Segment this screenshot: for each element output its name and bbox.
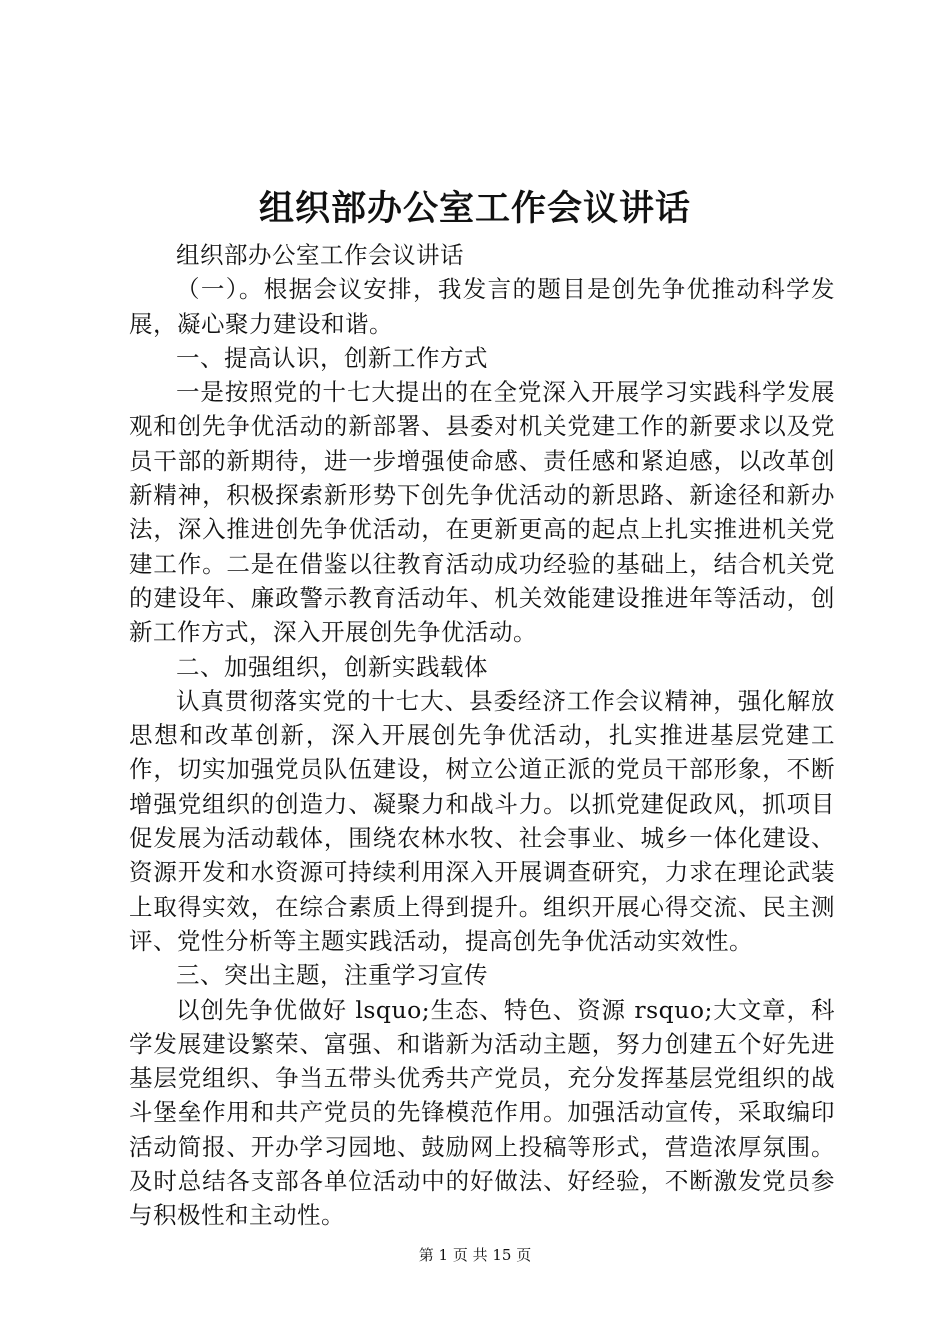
document-body bbox=[129, 238, 835, 1233]
page-footer: 第 1 页 共 15 页 bbox=[418, 1246, 532, 1264]
document-title: 组织部办公室工作会议讲话 bbox=[258, 188, 691, 229]
section-heading-1: 一、提高认识，创新工作方式 bbox=[176, 343, 488, 372]
section-1-paragraph: 一是按照党的十七大提出的在全党深入开展学习实践科学发展观和创先争优活动的新部署、县委对机关党建工作的新要求以及党员干部的新期待，进一步增强使命感、责任感和紧迫感，以改革创新精神，积极探索新形势下创先争优活动的新思路、新途径和新办法，深入推进创先争优活动，在更新更高的起点上扎实推进机关党建工作。二是在借鉴以往教育活动成功经验的基础上，结合机关党的建设年、廉政警示教育活动年、机关效能建设推进年等活动，创新工作方式，深入开展创先争优活动。 bbox=[129, 378, 835, 647]
section-3-paragraph: 以创先争优做好 lsquo;生态、特色、资源 rsquo;大文章，科学发展建设繁荣、富强、和谐新为活动主题，努力创建五个好先进基层党组织、争当五带头优秀共产党员，充分发挥基层党组织的战斗堡垒作用和共产党员的先锋模范作用。加强活动宣传，采取编印活动简报、开办学习园地、鼓励网上投稿等形式，营造浓厚氛围。及时总结各支部各单位活动中的好做法、好经验，不断激发党员参与积极性和主动性。 bbox=[129, 995, 835, 1230]
section-2-paragraph: 认真贯彻落实党的十七大、县委经济工作会议精神，强化解放思想和改革创新，深入开展创先争优活动，扎实推进基层党建工作，切实加强党员队伍建设，树立公道正派的党员干部形象，不断增强党组织的创造力、凝聚力和战斗力。以抓党建促政风，抓项目促发展为活动载体，围绕农林水牧、社会事业、城乡一体化建设、资源开发和水资源可持续利用深入开展调查研究，力求在理论武装上取得实效，在综合素质上得到提升。组织开展心得交流、民主测评、党性分析等主题实践活动，提高创先争优活动实效性。 bbox=[129, 686, 835, 955]
intro-paragraph: （一）。根据会议安排，我发言的题目是创先争优推动科学发展，凝心聚力建设和谐。 bbox=[129, 275, 835, 338]
section-heading-2: 二、加强组织，创新实践载体 bbox=[176, 652, 488, 681]
section-heading-3: 三、突出主题，注重学习宣传 bbox=[176, 961, 488, 990]
subtitle-paragraph: 组织部办公室工作会议讲话 bbox=[176, 241, 464, 269]
